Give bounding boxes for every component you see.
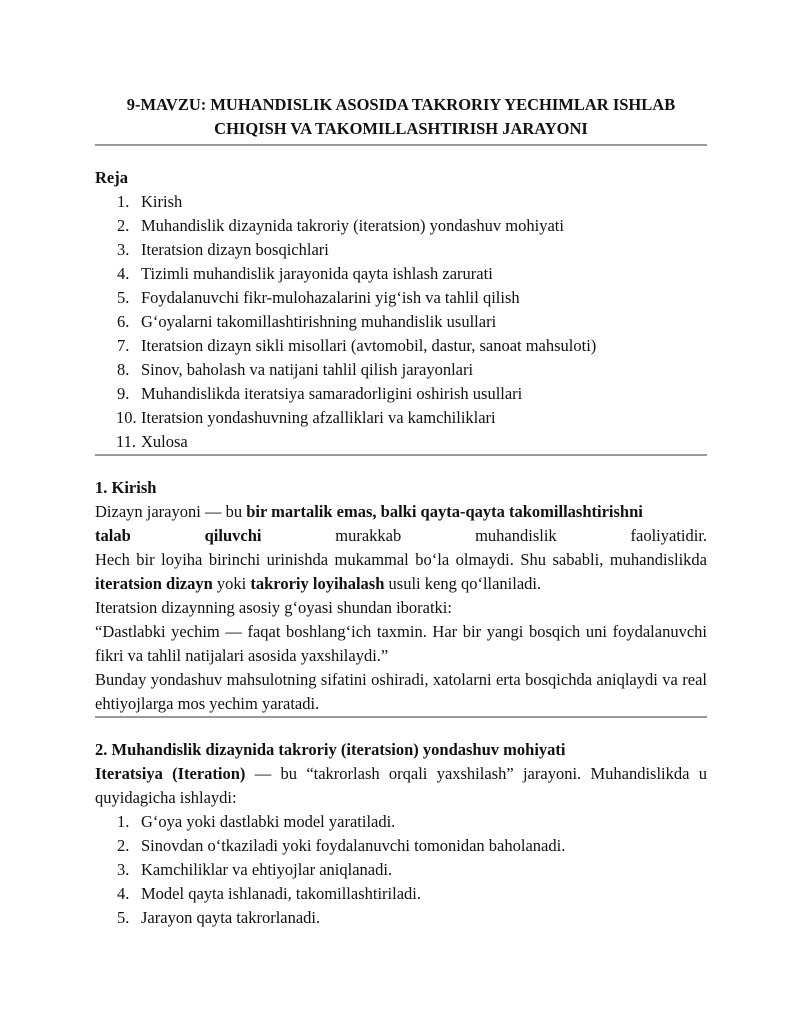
plan-item-number: 2. (117, 216, 130, 235)
plan-item-number: 10. (116, 408, 137, 427)
plan-item-text: Muhandislik dizaynida takroriy (iteratsion) yondashuv mohiyati (141, 216, 564, 235)
section-1-paragraph-2 (95, 548, 707, 596)
bold-text: iteratsion dizayn (95, 574, 213, 593)
plan-item-number: 3. (117, 240, 130, 259)
text-run: faoliyatidir. (630, 526, 708, 545)
bold-text: Iteratsiya (Iteration) (95, 764, 246, 783)
plan-item-text: Iteratsion dizayn sikli misollari (avtomobil, dastur, sanoat mahsuloti) (141, 336, 597, 355)
step-item (95, 834, 707, 858)
text-run: yoki (212, 574, 251, 593)
plan-item-text: Xulosa (141, 432, 188, 451)
plan-item (95, 214, 707, 238)
bold-text: talab (95, 526, 131, 545)
plan-item-number: 7. (117, 336, 130, 355)
plan-item (95, 430, 707, 454)
plan-item-text: Kirish (141, 192, 183, 211)
plan-item (95, 334, 707, 358)
plan-item-text: Foydalanuvchi fikr-mulohazalarini yig‘ish va tahlil qilish (141, 288, 520, 307)
text-run: Hech bir loyiha birinchi urinishda mukammal bo‘la olmaydi. Shu sababli, muhandislikda (95, 550, 707, 569)
title-line-1: 9-MAVZU: MUHANDISLIK ASOSIDA TAKRORIY YECHIMLAR ISHLAB (126, 95, 676, 114)
plan-item-text: Iteratsion yondashuvning afzalliklari va kamchiliklari (141, 408, 496, 427)
plan-item-number: 11. (116, 432, 137, 451)
bold-text: bir martalik emas, balki qayta-qayta takomillashtirishni (246, 502, 643, 521)
step-item (95, 858, 707, 882)
step-item (95, 906, 707, 930)
text-run: muhandislik (475, 526, 557, 545)
plan-item-text: Sinov, baholash va natijani tahlil qilish jarayonlari (141, 360, 474, 379)
bold-text: qiluvchi (204, 526, 262, 545)
step-item (95, 882, 707, 906)
section-1-quote: “Dastlabki yechim — faqat boshlang‘ich taxmin. Har bir yangi bosqich uni foydalanuvchi fikri va tahlil natijalari asosida yaxshilaydi.” (95, 622, 707, 665)
plan-item (95, 382, 707, 406)
plan-item-number: 5. (117, 288, 130, 307)
bold-text: takroriy loyihalash (250, 574, 385, 593)
iteration-steps-list (95, 810, 707, 930)
step-text: Model qayta ishlanadi, takomillashtiriladi. (141, 884, 421, 903)
section-1-paragraph-3: Iteratsion dizaynning asosiy g‘oyasi shundan iboratki: (95, 598, 452, 617)
title-line-2: CHIQISH VA TAKOMILLASHTIRISH JARAYONI (214, 119, 588, 138)
plan-item (95, 310, 707, 334)
plan-heading: Reja (95, 168, 128, 187)
plan-item (95, 406, 707, 430)
plan-item (95, 286, 707, 310)
document-title (95, 93, 707, 141)
plan-item-text: Tizimli muhandislik jarayonida qayta ishlash zarurati (141, 264, 493, 283)
plan-item (95, 358, 707, 382)
step-text: Sinovdan o‘tkaziladi yoki foydalanuvchi tomonidan baholanadi. (141, 836, 566, 855)
step-text: Kamchiliklar va ehtiyojlar aniqlanadi. (141, 860, 393, 879)
plan-item (95, 238, 707, 262)
step-number: 2. (117, 836, 130, 855)
document-page (95, 93, 707, 930)
section-1-paragraph-1-line-2 (95, 524, 707, 548)
plan-item-number: 4. (117, 264, 130, 283)
plan-item-number: 6. (117, 312, 130, 331)
text-run: — bu “takrorlash orqali yaxshilash” jarayoni. Muhandislikda u quyidagicha ishlaydi: (95, 764, 707, 807)
step-number: 1. (117, 812, 130, 831)
step-number: 3. (117, 860, 130, 879)
section-1-paragraph-4: Bunday yondashuv mahsulotning sifatini oshiradi, xatolarni erta bosqichda aniqlaydi va real ehtiyojlarga mos yechim yaratadi. (95, 670, 707, 713)
plan-item-number: 8. (117, 360, 130, 379)
step-item (95, 810, 707, 834)
step-number: 4. (117, 884, 130, 903)
section-1-heading: 1. Kirish (95, 478, 157, 497)
plan-item-number: 1. (117, 192, 130, 211)
plan-item (95, 262, 707, 286)
section-2-paragraph-1 (95, 762, 707, 810)
step-text: Jarayon qayta takrorlanadi. (141, 908, 321, 927)
plan-item (95, 190, 707, 214)
plan-item-text: Muhandislikda iteratsiya samaradorligini oshirish usullari (141, 384, 523, 403)
plan-item-text: G‘oyalarni takomillashtirishning muhandislik usullari (141, 312, 497, 331)
text-run: Dizayn jarayoni — bu (95, 502, 247, 521)
step-number: 5. (117, 908, 130, 927)
section-2-heading: 2. Muhandislik dizaynida takroriy (iteratsion) yondashuv mohiyati (95, 740, 566, 759)
section-1-paragraph-1-line-1 (95, 500, 707, 524)
step-text: G‘oya yoki dastlabki model yaratiladi. (141, 812, 396, 831)
text-run: murakkab (335, 526, 402, 545)
plan-item-number: 9. (117, 384, 130, 403)
text-run: usuli keng qo‘llaniladi. (384, 574, 542, 593)
plan-list (95, 190, 707, 454)
plan-item-text: Iteratsion dizayn bosqichlari (141, 240, 329, 259)
